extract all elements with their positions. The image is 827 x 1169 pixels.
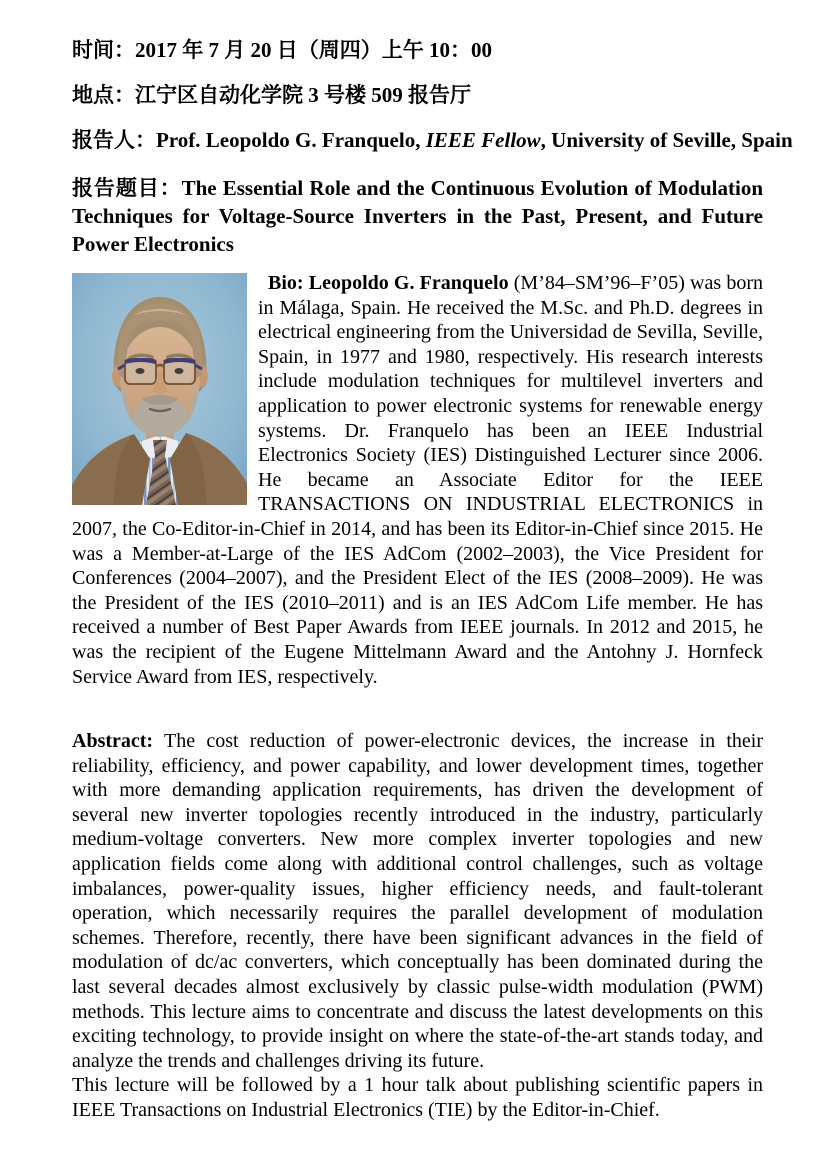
venue-value: 江宁区自动化学院 3 号楼 509 报告厅 [135, 83, 471, 107]
bio-label: Bio: [268, 272, 304, 294]
seminar-time-line [72, 39, 763, 62]
speaker-label: 报告人： [72, 128, 156, 152]
speaker-affiliation: , University of Seville, Spain [540, 128, 793, 152]
speaker-fellow-title: IEEE Fellow [425, 128, 541, 152]
bio-paragraph [72, 271, 763, 689]
title-text: The Essential Role and the Continuous Evolution of Modulation Techniques for Voltage-Source Inverters in the Past, Present, and Future Power Electronics [72, 176, 764, 256]
followup-text: This lecture will be followed by a 1 hour talk about publishing scientific papers in IEEE Transactions on Industrial Electronics (TIE) by the Editor-in-Chief. [72, 1074, 763, 1121]
abstract-label: Abstract: [72, 730, 154, 753]
seminar-venue-line [72, 84, 763, 107]
seminar-speaker-line [72, 128, 793, 152]
abstract-paragraph [72, 729, 763, 1073]
bio-text: (M’84–SM’96–F’05) was born in Málaga, Spain. He received the M.Sc. and Ph.D. degrees in electrical engineering from the Universidad de Sevilla, Seville, Spain, in 1977 and 1980, respectively. His research interests include modulation techniques for multilevel inverters and application to power electronic systems for renewable energy systems. Dr. Franquelo has been an IEEE Industrial Electronics Society (IES) Distinguished Lecturer since 2006. He became an Associate Editor for the IEEE TRANSACTIONS ON INDUSTRIAL ELECTRONICS in 2007, the Co-Editor-in-Chief in 2014, and has been its Editor-in-Chief since 2015. He was a Member-at-Large of the IES AdCom (2002–2003), the Vice President for Conferences (2004–2007), and the President Elect of the IES (2008–2009). He was the President of the IES (2010–2011) and is an IES AdCom Life member. He has received a number of Best Paper Awards from IEEE journals. In 2012 and 2015, he was the recipient of the Eugene Mittelmann Award and the Antohny J. Hornfeck Service Award from IES, respectively. [72, 272, 763, 688]
time-value: 2017 年 7 月 20 日（周四）上午 10：00 [135, 38, 492, 62]
time-label: 时间： [72, 38, 135, 62]
followup-paragraph [72, 1073, 763, 1122]
abstract-text: The cost reduction of power-electronic devices, the increase in their reliability, efficiency, and power capability, and lower development times, together with more demanding application requirements, has driven the development of several new inverter topologies recently introduced in the industry, particularly medium-voltage converters. New more complex inverter topologies and new application fields come along with additional control challenges, such as voltage imbalances, power-quality issues, higher efficiency needs, and fault-tolerant operation, which necessarily requires the parallel development of modulation schemes. Therefore, recently, there have been significant advances in the field of modulation of dc/ac converters, which conceptually has been dominated during the last several decades almost exclusively by classic pulse-width modulation (PWM) methods. This lecture aims to concentrate and discuss the latest developments on this exciting technology, to provide insight on where the state-of-the-art stands today, and analyze the trends and challenges driving its future. [72, 730, 763, 1072]
bio-speaker-name: Leopoldo G. Franquelo [303, 272, 509, 294]
speaker-name: Prof. Leopoldo G. Franquelo, [156, 128, 426, 152]
portrait-illustration [72, 273, 247, 505]
venue-label: 地点： [72, 83, 135, 107]
speaker-photo [72, 273, 247, 505]
title-label: 报告题目： [72, 176, 182, 200]
seminar-title-paragraph [72, 174, 763, 258]
